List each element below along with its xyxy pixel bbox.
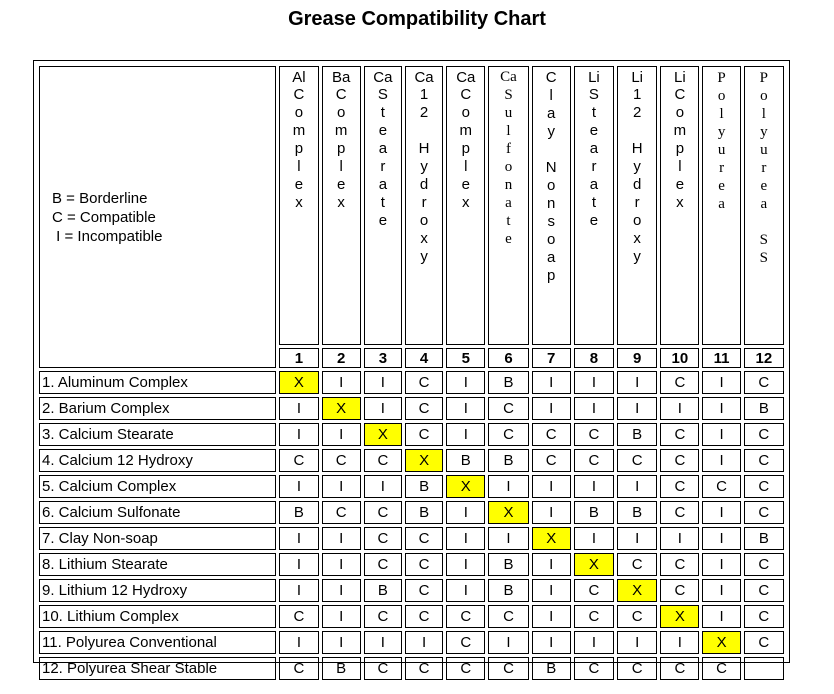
compat-cell: C <box>405 527 443 550</box>
compat-cell: B <box>405 475 443 498</box>
column-header-1 <box>279 66 318 345</box>
compat-cell: C <box>660 371 699 394</box>
column-abbr: Ba <box>331 69 351 86</box>
column-number: 9 <box>617 348 657 368</box>
column-name-vertical: S u l f o n a t e <box>504 87 513 247</box>
row-label: 5. Calcium Complex <box>39 475 276 498</box>
compat-cell: I <box>446 553 485 576</box>
column-header-8 <box>574 66 614 345</box>
compat-cell: I <box>446 527 485 550</box>
compat-cell: I <box>532 553 571 576</box>
compat-cell: I <box>322 527 361 550</box>
compat-cell: C <box>446 657 485 680</box>
compat-cell: X <box>660 605 699 628</box>
compat-cell: I <box>279 631 318 654</box>
compat-cell: C <box>279 657 318 680</box>
compat-cell: I <box>532 579 571 602</box>
column-number: 1 <box>279 348 318 368</box>
compat-cell: C <box>744 579 784 602</box>
table-row <box>39 423 784 446</box>
table-row <box>39 631 784 654</box>
row-label: 12. Polyurea Shear Stable <box>39 657 276 680</box>
compat-cell: C <box>744 423 784 446</box>
compat-cell: I <box>364 475 402 498</box>
column-header-12 <box>744 66 784 345</box>
column-name-vertical: C o m p l e x <box>459 86 473 211</box>
compat-cell: C <box>744 631 784 654</box>
compat-cell: C <box>660 553 699 576</box>
table-row <box>39 371 784 394</box>
table-row <box>39 501 784 524</box>
row-label: 11. Polyurea Conventional <box>39 631 276 654</box>
compat-cell: C <box>364 449 402 472</box>
compat-cell: C <box>660 657 699 680</box>
table-row <box>39 527 784 550</box>
compat-cell: C <box>532 449 571 472</box>
column-number: 2 <box>322 348 361 368</box>
column-number: 4 <box>405 348 443 368</box>
table-row <box>39 579 784 602</box>
compat-cell: X <box>364 423 402 446</box>
row-label: 2. Barium Complex <box>39 397 276 420</box>
compat-cell: X <box>702 631 740 654</box>
column-name-vertical: S t e a r a t e <box>588 86 599 229</box>
compat-cell <box>744 657 784 680</box>
compat-cell: C <box>574 423 614 446</box>
compat-cell: C <box>364 605 402 628</box>
compat-cell: I <box>574 371 614 394</box>
compat-cell: C <box>617 553 657 576</box>
legend-borderline: B = Borderline <box>52 189 148 207</box>
row-label: 1. Aluminum Complex <box>39 371 276 394</box>
row-label: 6. Calcium Sulfonate <box>39 501 276 524</box>
compat-cell: I <box>532 371 571 394</box>
compat-cell: C <box>574 657 614 680</box>
compat-cell: C <box>532 423 571 446</box>
row-label: 7. Clay Non-soap <box>39 527 276 550</box>
legend-incompatible: I = Incompatible <box>52 227 163 245</box>
compat-cell: C <box>660 501 699 524</box>
compat-cell: I <box>532 397 571 420</box>
compat-cell: I <box>617 397 657 420</box>
compat-cell: C <box>617 657 657 680</box>
compat-cell: B <box>617 423 657 446</box>
compat-cell: B <box>744 527 784 550</box>
compat-cell: I <box>279 527 318 550</box>
compat-cell: C <box>446 631 485 654</box>
table-row <box>39 553 784 576</box>
compat-cell: I <box>364 631 402 654</box>
compat-cell: X <box>446 475 485 498</box>
compat-cell: C <box>405 423 443 446</box>
table-row <box>39 449 784 472</box>
compat-cell: I <box>702 397 740 420</box>
compat-cell: I <box>279 553 318 576</box>
table-row <box>39 657 784 680</box>
compat-cell: X <box>617 579 657 602</box>
compat-cell: C <box>574 449 614 472</box>
column-header-9 <box>617 66 657 345</box>
compat-cell: C <box>660 475 699 498</box>
compat-cell: C <box>364 527 402 550</box>
compat-cell: X <box>405 449 443 472</box>
row-label: 10. Lithium Complex <box>39 605 276 628</box>
compat-cell: I <box>660 397 699 420</box>
row-label: 4. Calcium 12 Hydroxy <box>39 449 276 472</box>
compat-cell: C <box>322 501 361 524</box>
compat-cell: C <box>405 371 443 394</box>
compat-cell: X <box>279 371 318 394</box>
column-name-vertical: 1 2 H y d r o x y <box>418 86 430 265</box>
compat-cell: C <box>405 397 443 420</box>
compat-cell: C <box>364 657 402 680</box>
column-header-11 <box>702 66 740 345</box>
compat-cell: I <box>446 579 485 602</box>
compat-cell: I <box>364 371 402 394</box>
compat-cell: I <box>322 423 361 446</box>
compat-cell: C <box>279 605 318 628</box>
column-number: 11 <box>702 348 740 368</box>
compat-cell: I <box>322 475 361 498</box>
column-number: 8 <box>574 348 614 368</box>
compat-cell: C <box>574 579 614 602</box>
column-number: 12 <box>744 348 784 368</box>
compat-cell: I <box>446 371 485 394</box>
column-number: 10 <box>660 348 699 368</box>
column-abbr: Ca <box>414 69 434 86</box>
compat-cell: X <box>532 527 571 550</box>
compat-cell: C <box>660 579 699 602</box>
row-label: 9. Lithium 12 Hydroxy <box>39 579 276 602</box>
compat-cell: I <box>702 501 740 524</box>
compat-cell: I <box>702 371 740 394</box>
column-name-vertical: C o m p l e x <box>292 86 306 211</box>
compat-cell: I <box>702 527 740 550</box>
column-number: 6 <box>488 348 528 368</box>
compat-cell: B <box>322 657 361 680</box>
column-header-2 <box>322 66 361 345</box>
column-abbr: Li <box>674 69 686 86</box>
column-abbr: Al <box>292 69 306 86</box>
column-name-vertical: P o l y u r e a S S <box>759 70 769 266</box>
compat-cell: I <box>574 631 614 654</box>
compat-cell: B <box>405 501 443 524</box>
column-number: 3 <box>364 348 402 368</box>
compat-cell: C <box>617 605 657 628</box>
compat-cell: I <box>364 397 402 420</box>
column-header-10 <box>660 66 699 345</box>
compat-cell: B <box>744 397 784 420</box>
compat-cell: I <box>702 423 740 446</box>
compat-cell: X <box>574 553 614 576</box>
column-number: 7 <box>532 348 571 368</box>
compat-cell: I <box>702 449 740 472</box>
compat-cell: I <box>405 631 443 654</box>
column-name-vertical: 1 2 H y d r o x y <box>631 86 643 265</box>
compat-cell: I <box>322 605 361 628</box>
compat-cell: C <box>322 449 361 472</box>
compat-cell: C <box>574 605 614 628</box>
compat-cell: C <box>446 605 485 628</box>
compat-cell: C <box>364 501 402 524</box>
compat-cell: B <box>532 657 571 680</box>
compat-cell: B <box>488 579 528 602</box>
column-name-vertical: C o m p l e x <box>673 86 687 211</box>
compat-cell: I <box>617 527 657 550</box>
compatibility-table <box>36 63 787 683</box>
compat-cell: B <box>488 553 528 576</box>
column-header-4 <box>405 66 443 345</box>
column-abbr: Li <box>588 69 600 86</box>
compat-cell: C <box>744 475 784 498</box>
compat-cell: C <box>744 553 784 576</box>
compat-cell: I <box>488 475 528 498</box>
column-name-vertical: C o m p l e x <box>334 86 348 211</box>
compat-cell: B <box>446 449 485 472</box>
row-label: 3. Calcium Stearate <box>39 423 276 446</box>
compat-cell: I <box>660 631 699 654</box>
compat-cell: I <box>488 631 528 654</box>
compat-cell: I <box>279 423 318 446</box>
compat-cell: I <box>322 631 361 654</box>
compat-cell: C <box>405 579 443 602</box>
compat-cell: B <box>364 579 402 602</box>
compat-cell: I <box>617 475 657 498</box>
table-row <box>39 397 784 420</box>
compat-cell: I <box>322 579 361 602</box>
compat-cell: I <box>446 397 485 420</box>
compat-cell: C <box>617 449 657 472</box>
compat-cell: I <box>574 397 614 420</box>
compat-cell: I <box>488 527 528 550</box>
column-abbr: Ca <box>456 69 476 86</box>
legend <box>39 66 276 368</box>
column-header-7 <box>532 66 571 345</box>
compat-cell: C <box>702 475 740 498</box>
compat-cell: I <box>617 371 657 394</box>
compat-cell: C <box>405 605 443 628</box>
table-row <box>39 475 784 498</box>
table-row <box>39 605 784 628</box>
compat-cell: C <box>744 371 784 394</box>
compat-cell: I <box>532 631 571 654</box>
column-header-6 <box>488 66 528 345</box>
compat-cell: I <box>702 579 740 602</box>
row-label: 8. Lithium Stearate <box>39 553 276 576</box>
compat-cell: I <box>532 501 571 524</box>
compat-cell: C <box>744 449 784 472</box>
column-abbr: Ca <box>373 69 393 86</box>
compat-cell: I <box>660 527 699 550</box>
compat-cell: I <box>446 501 485 524</box>
compat-cell: I <box>322 371 361 394</box>
compat-cell: I <box>322 553 361 576</box>
column-abbr: Ca <box>500 69 517 85</box>
compat-cell: C <box>488 423 528 446</box>
compat-cell: I <box>279 397 318 420</box>
compat-cell: I <box>532 475 571 498</box>
page-title: Grease Compatibility Chart <box>288 8 546 30</box>
compat-cell: C <box>744 501 784 524</box>
column-header-3 <box>364 66 402 345</box>
compat-cell: I <box>279 579 318 602</box>
column-name-vertical: S t e a r a t e <box>377 86 388 229</box>
compat-cell: B <box>574 501 614 524</box>
compat-cell: C <box>660 449 699 472</box>
column-abbr: Li <box>631 69 643 86</box>
compat-cell: C <box>279 449 318 472</box>
compat-cell: C <box>744 605 784 628</box>
compat-cell: C <box>660 423 699 446</box>
column-name-vertical: P o l y u r e a <box>717 70 726 212</box>
compat-cell: C <box>405 657 443 680</box>
legend-compatible: C = Compatible <box>52 208 156 226</box>
compat-cell: B <box>488 449 528 472</box>
compat-cell: C <box>488 657 528 680</box>
compat-cell: I <box>702 553 740 576</box>
compat-cell: B <box>279 501 318 524</box>
compat-cell: B <box>617 501 657 524</box>
compat-cell: X <box>488 501 528 524</box>
column-header-5 <box>446 66 485 345</box>
compat-cell: C <box>405 553 443 576</box>
compat-cell: B <box>488 371 528 394</box>
compat-cell: C <box>364 553 402 576</box>
column-number: 5 <box>446 348 485 368</box>
compat-cell: I <box>617 631 657 654</box>
compat-cell: C <box>702 657 740 680</box>
compat-cell: I <box>574 475 614 498</box>
compat-cell: I <box>279 475 318 498</box>
compat-cell: X <box>322 397 361 420</box>
compat-cell: I <box>574 527 614 550</box>
compat-cell: I <box>532 605 571 628</box>
compat-cell: I <box>702 605 740 628</box>
compat-cell: C <box>488 605 528 628</box>
compat-cell: C <box>488 397 528 420</box>
column-name-vertical: C l a y N o n s o a p <box>545 69 557 284</box>
compat-cell: I <box>446 423 485 446</box>
